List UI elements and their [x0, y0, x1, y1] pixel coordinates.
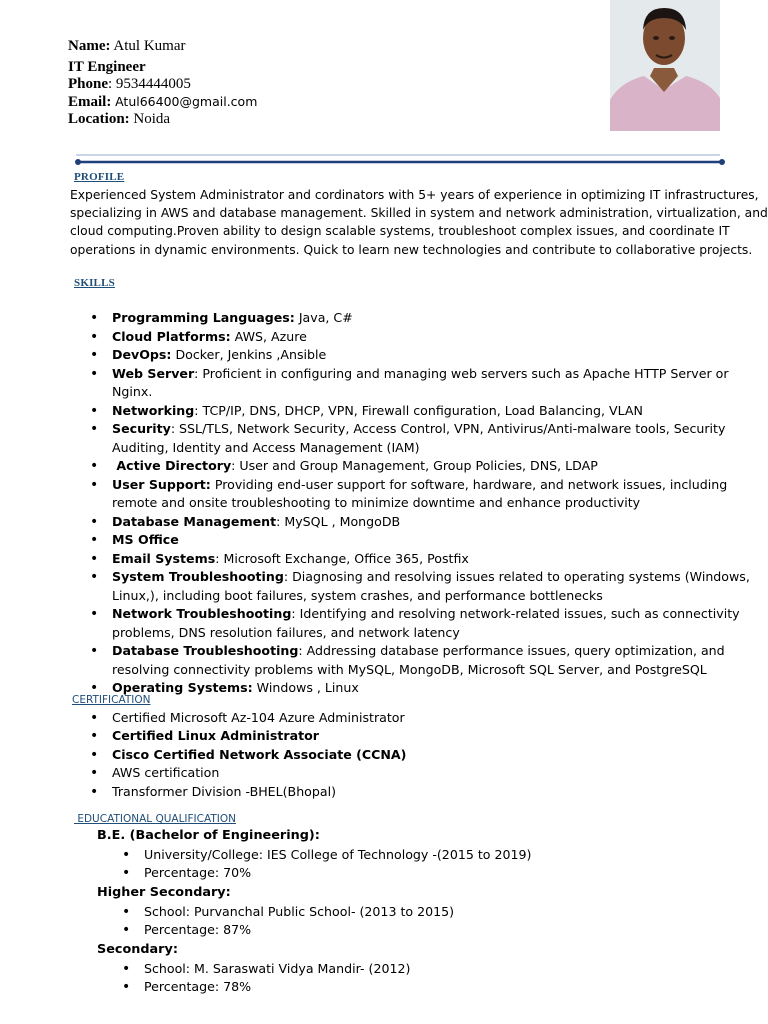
- skill-key: Cloud Platforms:: [112, 328, 231, 344]
- skill-text: AWS, Azure: [230, 328, 307, 344]
- education-list: [122, 846, 737, 883]
- skill-text: : Diagnosing and resolving issues related to operating systems (Windows, Linux,), including boot failures, system crashes, and performance bottlenecks: [112, 569, 750, 603]
- email-line: [68, 93, 257, 111]
- bullet-icon: •: [90, 328, 99, 345]
- skill-key: Security: [112, 421, 171, 436]
- bullet-icon: •: [90, 746, 99, 763]
- skill-item: [90, 531, 766, 550]
- education-text: University/College: IES College of Technology -(2015 to 2019): [144, 847, 532, 862]
- skill-text: Docker, Jenkins ,Ansible: [171, 347, 327, 362]
- education-item: [122, 978, 737, 996]
- skill-text: : TCP/IP, DNS, DHCP, VPN, Firewall configuration, Load Balancing, VLAN: [194, 402, 643, 418]
- profile-line: operations in dynamic environments. Quick to learn new technologies and contribute to collaborative projects.: [70, 242, 753, 257]
- skill-key: Network Troubleshooting: [112, 606, 292, 621]
- certification-item: [90, 709, 752, 727]
- certification-item: [90, 783, 752, 801]
- role-line: [68, 59, 257, 76]
- skill-text: : Addressing database performance issues, query optimization, and resolving connectivity problems with MySQL, MongoDB, Microsoft SQL Server, and PostgreSQL: [112, 643, 725, 677]
- certification-item: [90, 727, 752, 745]
- skill-text: : User and Group Management, Group Policies, DNS, LDAP: [231, 458, 598, 473]
- skill-item: [90, 550, 766, 569]
- skill-key: Active Directory: [112, 458, 232, 473]
- education-text: School: Purvanchal Public School- (2013 to 2015): [144, 903, 455, 919]
- certification-list: [90, 709, 752, 801]
- skill-key: Web Server: [112, 365, 195, 381]
- bullet-icon: •: [90, 550, 99, 567]
- bullet-icon: •: [90, 680, 99, 696]
- education-text: School: M. Saraswati Vidya Mandir- (2012): [144, 960, 411, 976]
- email-value: Atul66400@gmail.com: [115, 94, 258, 109]
- education-block: [97, 827, 737, 997]
- education-section-title: EDUCATIONAL QUALIFICATION: [74, 813, 236, 825]
- certification-item: [90, 764, 752, 782]
- skill-item: [90, 365, 766, 402]
- skill-item: [90, 346, 766, 365]
- bullet-icon: •: [122, 865, 131, 882]
- skill-key: Operating Systems:: [112, 680, 253, 695]
- certification-text: Transformer Division -BHEL(Bhopal): [112, 783, 337, 799]
- skill-key: Networking: [112, 402, 195, 418]
- skill-item: [90, 642, 766, 679]
- education-text: Percentage: 87%: [144, 922, 252, 938]
- skill-text: : Microsoft Exchange, Office 365, Postfix: [215, 550, 469, 566]
- bullet-icon: •: [90, 765, 99, 782]
- certification-item: [90, 746, 752, 764]
- location-label: Location:: [68, 111, 130, 127]
- skill-item: [90, 402, 766, 421]
- skill-text: Java, C#: [294, 310, 353, 325]
- bullet-icon: •: [122, 922, 131, 939]
- skill-item: [90, 328, 766, 347]
- education-text: Percentage: 78%: [144, 979, 252, 995]
- skill-item: [90, 513, 766, 532]
- skills-section-title: SKILLS: [74, 277, 115, 289]
- location-line: [68, 111, 257, 128]
- certification-text: Certified Linux Administrator: [112, 728, 319, 744]
- education-item: [122, 960, 737, 978]
- education-heading: B.E. (Bachelor of Engineering):: [97, 828, 320, 843]
- bullet-icon: •: [122, 847, 131, 863]
- education-heading: Secondary:: [97, 941, 178, 957]
- profile-line: Experienced System Administrator and cordinators with 5+ years of experience in optimizing IT infrastructures,: [70, 188, 759, 202]
- skill-key: Database Troubleshooting: [112, 643, 299, 658]
- bullet-icon: •: [90, 532, 99, 548]
- name-value: Atul Kumar: [113, 38, 186, 54]
- skill-key: Database Management: [112, 513, 277, 529]
- bullet-icon: •: [90, 402, 99, 419]
- skill-item: [90, 476, 766, 513]
- certification-text: Certified Microsoft Az-104 Azure Administrator: [112, 710, 405, 725]
- bullet-icon: •: [122, 903, 131, 920]
- bullet-icon: •: [90, 513, 99, 530]
- education-item: [122, 903, 737, 921]
- skill-key: DevOps:: [112, 347, 172, 362]
- skill-text: : SSL/TLS, Network Security, Access Control, VPN, Antivirus/Anti-malware tools, Security Auditing, Identity and Access Management (IAM): [112, 421, 726, 455]
- bullet-icon: •: [90, 569, 99, 585]
- certification-text: AWS certification: [112, 765, 220, 781]
- person-photo-icon: [610, 0, 720, 131]
- education-item: [122, 921, 737, 939]
- profile-text: [70, 186, 768, 259]
- header-block: [68, 38, 257, 128]
- skill-key: User Support:: [112, 476, 211, 492]
- profile-section-title: PROFILE: [74, 171, 125, 183]
- skill-key: System Troubleshooting: [112, 569, 284, 584]
- skill-text: : MySQL , MongoDB: [276, 513, 401, 529]
- bullet-icon: •: [90, 710, 99, 726]
- header-divider: [70, 151, 730, 167]
- bullet-icon: •: [90, 606, 99, 622]
- bullet-icon: •: [90, 476, 99, 493]
- skill-item: [90, 420, 766, 457]
- location-value: Noida: [133, 111, 171, 127]
- skill-key: Programming Languages:: [112, 310, 295, 325]
- certification-section-title: CERTIFICATION: [72, 694, 151, 706]
- skill-text: Providing end-user support for software, hardware, and network issues, including remote and onsite troubleshooting to minimize downtime and enhance productivity: [112, 476, 728, 510]
- skill-text: Windows , Linux: [252, 680, 359, 695]
- skill-key: Email Systems: [112, 550, 216, 566]
- skill-text: : Proficient in configuring and managing web servers such as Apache HTTP Server or Nginx.: [112, 365, 729, 399]
- bullet-icon: •: [122, 979, 131, 996]
- bullet-icon: •: [90, 783, 99, 800]
- education-list: [122, 903, 737, 940]
- profile-line: specializing in AWS and database management. Skilled in system and network administration, virtualization, and: [70, 206, 768, 221]
- role-title: IT Engineer: [68, 59, 146, 75]
- bullet-icon: •: [90, 458, 99, 474]
- skill-text: : Identifying and resolving network-related issues, such as connectivity problems, DNS resolution failures, and network latency: [112, 606, 740, 640]
- email-label: Email:: [68, 94, 112, 110]
- bullet-icon: •: [90, 347, 99, 363]
- bullet-icon: •: [122, 960, 131, 977]
- skill-item: [90, 309, 766, 328]
- name-label: Name:: [68, 38, 111, 54]
- profile-photo: [610, 0, 720, 131]
- bullet-icon: •: [90, 728, 99, 745]
- education-list: [122, 960, 737, 997]
- name-line: [68, 38, 257, 55]
- bullet-icon: •: [90, 310, 99, 326]
- education-item: [122, 846, 737, 864]
- phone-value: : 9534444005: [108, 76, 191, 92]
- bullet-icon: •: [90, 365, 99, 382]
- certification-text: Cisco Certified Network Associate (CCNA): [112, 746, 407, 762]
- phone-label: Phone: [68, 76, 109, 92]
- bullet-icon: •: [90, 643, 99, 659]
- skills-list: [90, 309, 766, 698]
- skill-item: [90, 679, 766, 698]
- bullet-icon: •: [90, 421, 99, 437]
- phone-line: [68, 76, 257, 93]
- education-item: [122, 864, 737, 882]
- education-heading: Higher Secondary:: [97, 884, 231, 900]
- education-text: Percentage: 70%: [144, 865, 252, 881]
- skill-key: MS Office: [112, 532, 179, 547]
- skill-item: [90, 457, 766, 476]
- profile-line: cloud computing.Proven ability to design scalable systems, troubleshoot complex issues, and coordinate IT: [70, 224, 730, 239]
- skill-item: [90, 605, 766, 642]
- skill-item: [90, 568, 766, 605]
